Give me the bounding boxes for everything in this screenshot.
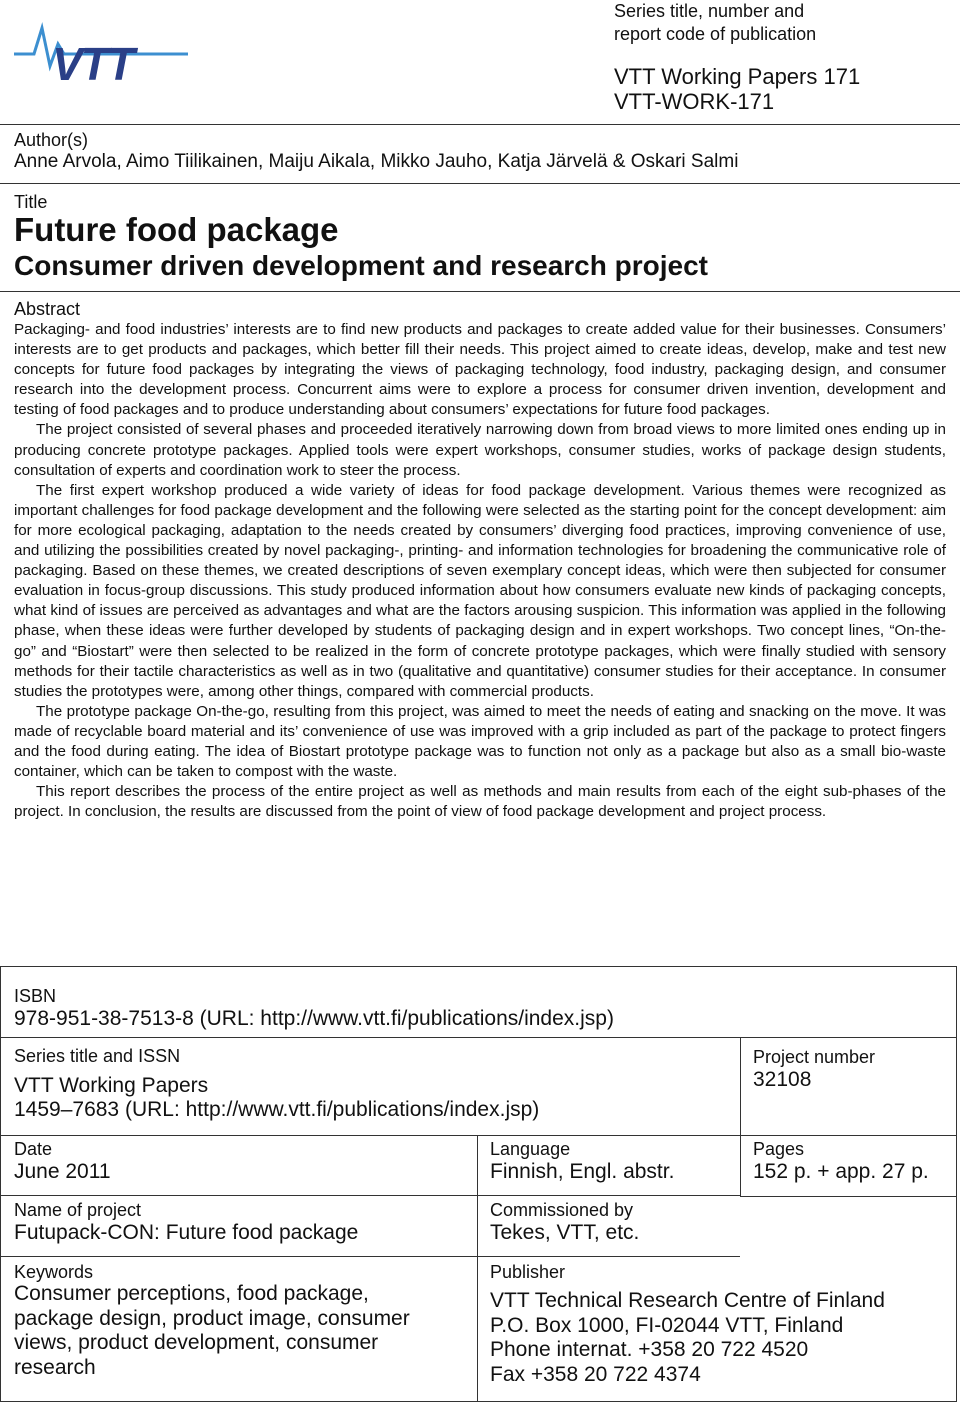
- divider: [0, 1256, 740, 1257]
- language-value: Finnish, Engl. abstr.: [490, 1160, 675, 1183]
- project-name-label: Name of project: [14, 1200, 142, 1220]
- isbn-label: ISBN: [14, 986, 57, 1006]
- keywords-line: research: [14, 1355, 96, 1379]
- publisher-block: [490, 1289, 885, 1387]
- date-value: June 2011: [14, 1160, 111, 1183]
- divider: [740, 1196, 957, 1197]
- abstract-paragraph: This report describes the process of the entire project as well as methods and main results from each of the eight sub-phases of the project. In conclusion, the results are discussed from the point of view of food package development and project process.: [14, 783, 946, 821]
- publisher-line: P.O. Box 1000, FI-02044 VTT, Finland: [490, 1313, 844, 1337]
- series-label-line1: Series title, number and: [614, 1, 805, 21]
- abstract-paragraph: The project consisted of several phases and proceeded iteratively narrowing down from broad views to more limited ones ending up in producing concrete prototype packages. Applied tools were expert workshops, consumer studies, works of package design students, consultation of experts and coordination work to steer the process.: [14, 421, 946, 479]
- project-name-value: Futupack-CON: Future food package: [14, 1221, 359, 1244]
- divider: [0, 1135, 957, 1136]
- keywords-line: package design, product image, consumer: [14, 1306, 410, 1330]
- language-label: Language: [490, 1139, 571, 1159]
- keywords-list: [14, 1282, 410, 1380]
- keywords-line: views, product development, consumer: [14, 1331, 379, 1354]
- abstract-paragraph: Packaging- and food industries’ interests are to find new products and packages to create added value for their businesses. Consumers’ interests are to get products and packages, which better fill their needs. This project aimed to create ideas, develop, make and test new concepts for future food packages by integrating the views of packaging technology, food industry, packaging design, and consumer research into the development process. Concurrent aims were to explore a process for consumer driven invention, development and testing of food packages and to produce understanding about consumers’ expectations for future food packages.: [14, 321, 946, 419]
- date-label: Date: [14, 1139, 53, 1159]
- isbn-value: 978-951-38-7513-8 (URL: http://www.vtt.fi/publications/index.jsp): [14, 1007, 614, 1030]
- pages-label: Pages: [753, 1139, 805, 1159]
- abstract-label: Abstract: [14, 299, 81, 319]
- series-label: [614, 0, 816, 46]
- series-value-line1: VTT Working Papers 171: [614, 64, 861, 89]
- vtt-logo: [12, 14, 192, 84]
- abstract-body: [14, 320, 946, 822]
- divider: [0, 183, 960, 184]
- divider: [477, 1135, 478, 1402]
- publisher-line: Phone internat. +358 20 722 4520: [490, 1338, 809, 1361]
- series-value-line2: VTT-WORK-171: [614, 89, 775, 114]
- publisher-line: Fax +358 20 722 4374: [490, 1362, 701, 1386]
- series-values: [614, 64, 860, 114]
- commissioned-value: Tekes, VTT, etc.: [490, 1221, 640, 1244]
- authors-value: Anne Arvola, Aimo Tiilikainen, Maiju Aikala, Mikko Jauho, Katja Järvelä & Oskari Salmi: [14, 151, 739, 172]
- authors-label: Author(s): [14, 130, 89, 150]
- pages-value: 152 p. + app. 27 p.: [753, 1160, 929, 1183]
- divider: [740, 1037, 741, 1196]
- abstract-paragraph: The prototype package On-the-go, resulting from this project, was aimed to meet the needs of eating and snacking on the move. It was made of recyclable board material and its’ convenience of use was improved with a grip included as part of the package to protect fingers and the food during eating. The idea of Biostart prototype package was to function not only as a package but also as a small bio-waste container, which can be taken to compost with the waste.: [14, 702, 946, 781]
- commissioned-label: Commissioned by: [490, 1200, 634, 1220]
- series-label-line2: report code of publication: [614, 24, 817, 44]
- page-subtitle: Consumer driven development and research project: [14, 250, 708, 281]
- series-issn-line2: 1459–7683 (URL: http://www.vtt.fi/publications/index.jsp): [14, 1098, 540, 1121]
- publisher-line: VTT Technical Research Centre of Finland: [490, 1289, 885, 1312]
- keywords-line: Consumer perceptions, food package,: [14, 1282, 369, 1305]
- publisher-label: Publisher: [490, 1262, 566, 1282]
- project-number-value: 32108: [753, 1068, 812, 1091]
- abstract-paragraph: The first expert workshop produced a wide variety of ideas for food package development. Various themes were recognized as important challenges for food package development and the following were selected as the starting point for the concept development: aim for more ecological packaging, adaptation to the needs created by consumers’ diverging food practices, improving convenience of use, and utilizing the possibilities created by novel packaging-, printing- and information technologies for broadening the communicative role of packaging. Based on these themes, we created descriptions of seven exemplary concept ideas, which were then subjected for consumer evaluation in focus-group discussions. This study produced information about how consumers evaluate new kinds of packaging concepts, what kind of issues are perceived as advantages and what are the factors arousing suspicion. This information was applied in the following phase, when these ideas were further developed by students of packaging design and in expert workshops. Two concept lines, “On-the-go” and “Biostart” were then selected to be realized in the form of concrete prototype packages, which were finally studied with sensory methods for their tactile characteristics as well as in two (qualitative and quantitative) consumer studies for their acceptance. In consumer studies the prototypes were, among other things, compared with commercial products.: [14, 481, 946, 700]
- divider: [0, 291, 960, 292]
- divider: [0, 1195, 740, 1196]
- keywords-label: Keywords: [14, 1262, 94, 1282]
- series-issn-label: Series title and ISSN: [14, 1046, 181, 1066]
- divider: [0, 124, 960, 125]
- divider: [0, 1037, 957, 1038]
- title-label: Title: [14, 192, 48, 212]
- page-title: Future food package: [14, 211, 339, 248]
- series-issn-line1: VTT Working Papers: [14, 1074, 209, 1097]
- logo-text: VTT: [52, 38, 133, 84]
- project-number-label: Project number: [753, 1047, 876, 1067]
